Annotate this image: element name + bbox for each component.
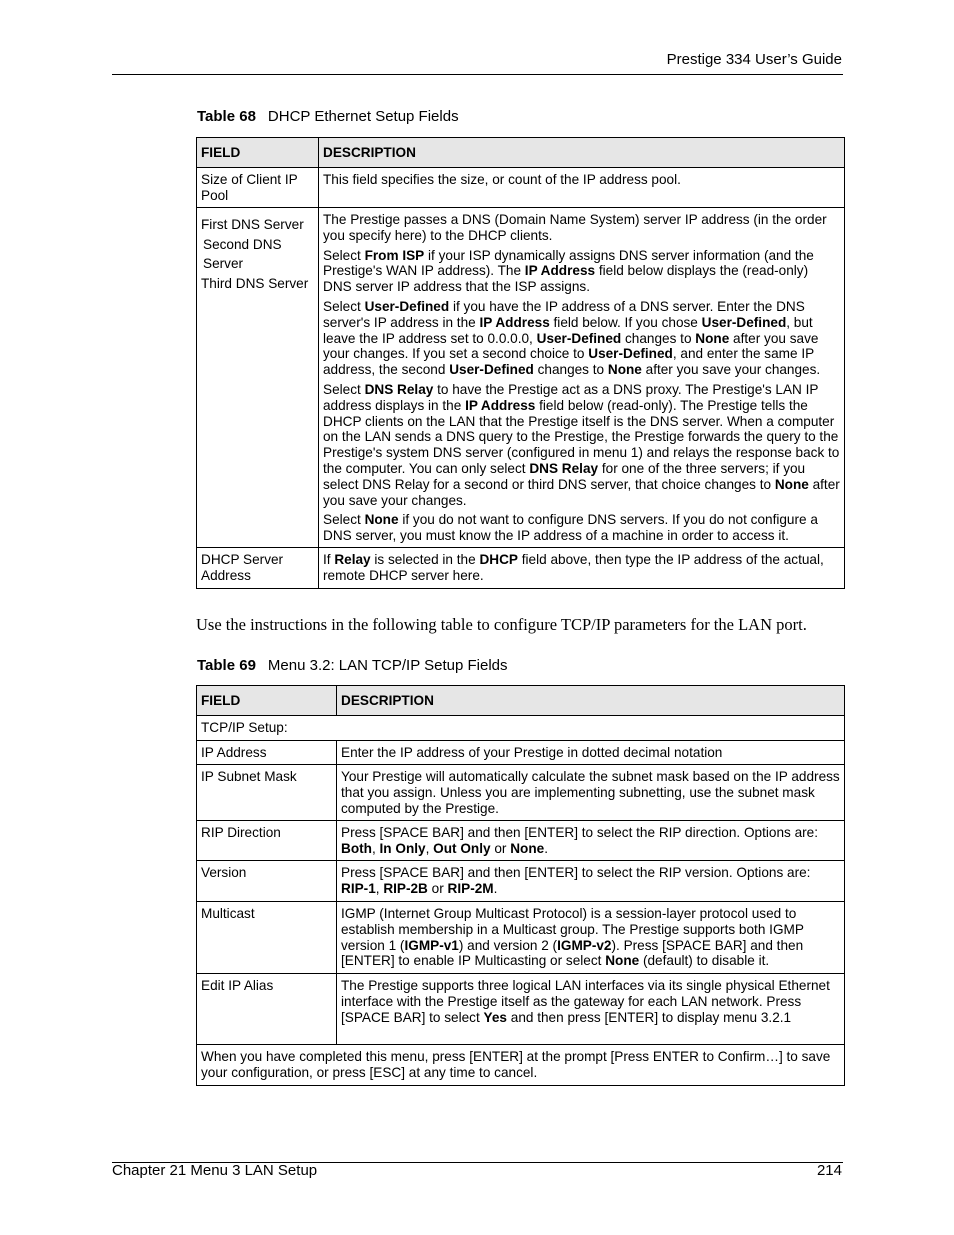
table-row	[197, 208, 845, 548]
footer-note: When you have completed this menu, press [ENTER] at the prompt [Press ENTER to Confirm…] to save your configuration, or press [ESC] at any time to cancel.	[197, 1045, 845, 1086]
note-row	[197, 1045, 845, 1086]
description-cell: The Prestige supports three logical LAN interfaces via its single physical Ethernet interface with the Prestige itself as the gateway for each LAN network. Press [SPACE BAR] to select Yes and then press [ENTER] to display menu 3.2.1	[337, 974, 845, 1045]
field-cell: Version	[197, 861, 337, 902]
description-cell: Your Prestige will automatically calculate the subnet mask based on the IP address that you assign. Unless you are implementing subnetting, use the subnet mask computed by the Prestige.	[337, 765, 845, 821]
page-number: 214	[816, 1162, 842, 1179]
body-paragraph: Use the instructions in the following table to configure TCP/IP parameters for the LAN port.	[196, 615, 807, 634]
table-row	[197, 168, 845, 208]
description-cell: Enter the IP address of your Prestige in dotted decimal notation	[337, 741, 845, 765]
field-third-dns: Third DNS Server	[201, 275, 309, 291]
table-row	[197, 902, 845, 974]
table-row	[197, 821, 845, 861]
table68	[196, 137, 845, 589]
field-cell: IP Subnet Mask	[197, 765, 337, 821]
table69-caption-text: Menu 3.2: LAN TCP/IP Setup Fields	[267, 657, 508, 674]
section-label: TCP/IP Setup:	[197, 716, 845, 741]
table-header-row	[197, 686, 845, 716]
col-description: DESCRIPTION	[319, 138, 845, 168]
section-row	[197, 716, 845, 741]
table68-caption	[197, 108, 459, 125]
field-cell: Edit IP Alias	[197, 974, 337, 1045]
table-row	[197, 741, 845, 765]
description-cell: Press [SPACE BAR] and then [ENTER] to select the RIP direction. Options are: Both, In Only, Out Only or None.	[337, 821, 845, 861]
description-cell: Press [SPACE BAR] and then [ENTER] to select the RIP version. Options are: RIP-1, RIP-2B or RIP-2M.	[337, 861, 845, 902]
table68-caption-text: DHCP Ethernet Setup Fields	[267, 108, 459, 125]
dns-desc-from-isp: Select From ISP if your ISP dynamically assigns DNS server information (and the Prestige's WAN IP address). The IP Address field below displays the (read-only) DNS server IP address that the ISP assigns.	[323, 247, 814, 295]
table69-caption	[197, 657, 508, 674]
field-cell: Multicast	[197, 902, 337, 974]
description-cell: This field specifies the size, or count of the IP address pool.	[319, 168, 845, 208]
table-row	[197, 765, 845, 821]
field-first-dns: First DNS Server	[201, 217, 304, 232]
description-cell: IGMP (Internet Group Multicast Protocol) is a session-layer protocol used to establish membership in a Multicast group. The Prestige supports both IGMP version 1 (IGMP-v1) and version 2 (IGMP-v2). Press [SPACE BAR] and then [ENTER] to enable IP Multicasting or select None (default) to disable it.	[337, 902, 845, 974]
table-row	[197, 861, 845, 902]
field-second-dns: Second DNS Server	[203, 236, 282, 271]
table68-caption-label: Table 68	[197, 108, 256, 125]
table69-caption-label: Table 69	[197, 657, 256, 674]
description-cell	[319, 208, 845, 548]
field-cell: IP Address	[197, 741, 337, 765]
description-cell: If Relay is selected in the DHCP field above, then type the IP address of the actual, remote DHCP server here.	[319, 548, 845, 589]
running-header: Prestige 334 User’s Guide	[666, 51, 842, 68]
field-cell	[197, 208, 319, 548]
dns-desc-intro: The Prestige passes a DNS (Domain Name System) server IP address (in the order you specify here) to the DHCP clients.	[323, 212, 827, 243]
col-field: FIELD	[197, 138, 319, 168]
header-rule	[112, 74, 843, 75]
dns-desc-dns-relay: Select DNS Relay to have the Prestige act as a DNS proxy. The Prestige's LAN IP address displays in the IP Address field below (read-only). The Prestige tells the DHCP clients on the LAN that the Prestige itself is the DNS server. When a computer on the LAN sends a DNS query to the Prestige, the Prestige forwards the query to the Prestige's system DNS server (configured in menu 1) and relays the response back to the computer. You can only select DNS Relay for one of the three servers; if you select DNS Relay for a second or third DNS server, that choice changes to None after you save your changes.	[323, 381, 840, 508]
field-cell: RIP Direction	[197, 821, 337, 861]
dns-desc-none: Select None if you do not want to configure DNS servers. If you do not configure a DNS server, you must know the IP address of a machine in order to access it.	[323, 512, 818, 544]
dns-desc-user-defined: Select User-Defined if you have the IP address of a DNS server. Enter the DNS server's IP address in the IP Address field below. If you chose User-Defined, but leave the IP address set to 0.0.0.0, User-Defined changes to None after you save your changes. If you set a second choice to User-Defined, and enter the same IP address, the second User-Defined changes to None after you save your changes.	[323, 298, 821, 378]
col-field: FIELD	[197, 686, 337, 716]
table69	[196, 685, 845, 1086]
field-cell: DHCP Server Address	[197, 548, 319, 589]
col-description: DESCRIPTION	[337, 686, 845, 716]
table-row	[197, 548, 845, 589]
chapter-title: Chapter 21 Menu 3 LAN Setup	[112, 1162, 318, 1179]
field-cell: Size of Client IP Pool	[197, 168, 319, 208]
table-row	[197, 974, 845, 1045]
table-header-row	[197, 138, 845, 168]
